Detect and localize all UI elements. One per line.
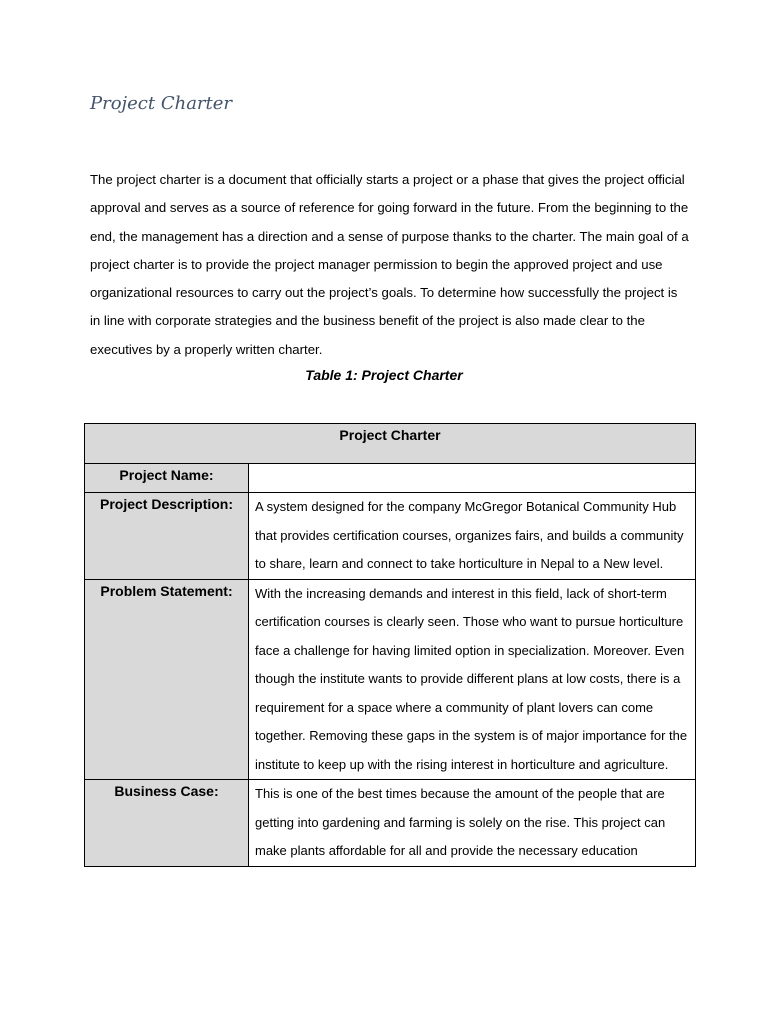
table-caption: Table 1: Project Charter: [305, 367, 463, 383]
intro-paragraph: The project charter is a document that officially starts a project or a phase that gives the project official approval and serves as a source of reference for going forward in the future. From the beginning to the end, the management has a direction and a sense of purpose thanks to the charter. The main goal of a project charter is to provide the project manager permission to begin the approved project and use organizational resources to carry out the project’s goals. To determine how successfully the project is in line with corporate strategies and the business benefit of the project is also made clear to the executives by a properly written charter.: [90, 172, 689, 357]
label-cell: [85, 464, 249, 493]
project-charter-table: [84, 423, 696, 867]
label-cell: [85, 493, 249, 580]
table-row-business-case: [85, 780, 696, 867]
row-value-project-description: A system designed for the company McGregor Botanical Community Hub that provides certification courses, organizes fairs, and builds a community to share, learn and connect to take horticulture in Nepal to a New level.: [249, 493, 696, 580]
row-label-problem-statement: Problem Statement:: [100, 582, 233, 599]
row-value-problem-statement: With the increasing demands and interest in this field, lack of short-term certification courses is clearly seen. Those who want to pursue horticulture face a challenge for having limited option in specialization. Moreover. Even though the institute wants to provide different plans at low costs, there is a requirement for a space where a community of plant lovers can come together. Removing these gaps in the system is of major importance for the institute to keep up with the rising interest in horticulture and agriculture.: [249, 579, 696, 780]
row-label-project-description: Project Description:: [99, 496, 234, 512]
row-label-project-name: Project Name:: [119, 467, 214, 483]
table-row-problem-statement: [85, 579, 696, 780]
table-row-project-description: [85, 493, 696, 580]
page-heading: Project Charter: [90, 93, 233, 114]
table-title: Project Charter: [339, 427, 441, 443]
row-label-business-case: Business Case:: [114, 783, 219, 799]
table-title-cell: [85, 424, 696, 464]
table-row-project-name: [85, 464, 696, 493]
label-cell: [85, 579, 249, 780]
label-cell: [85, 780, 249, 867]
row-value-business-case: This is one of the best times because the amount of the people that are getting into gardening and farming is solely on the rise. This project can make plants affordable for all and provide the necessary education: [249, 780, 696, 867]
row-value-project-name: [249, 464, 696, 493]
